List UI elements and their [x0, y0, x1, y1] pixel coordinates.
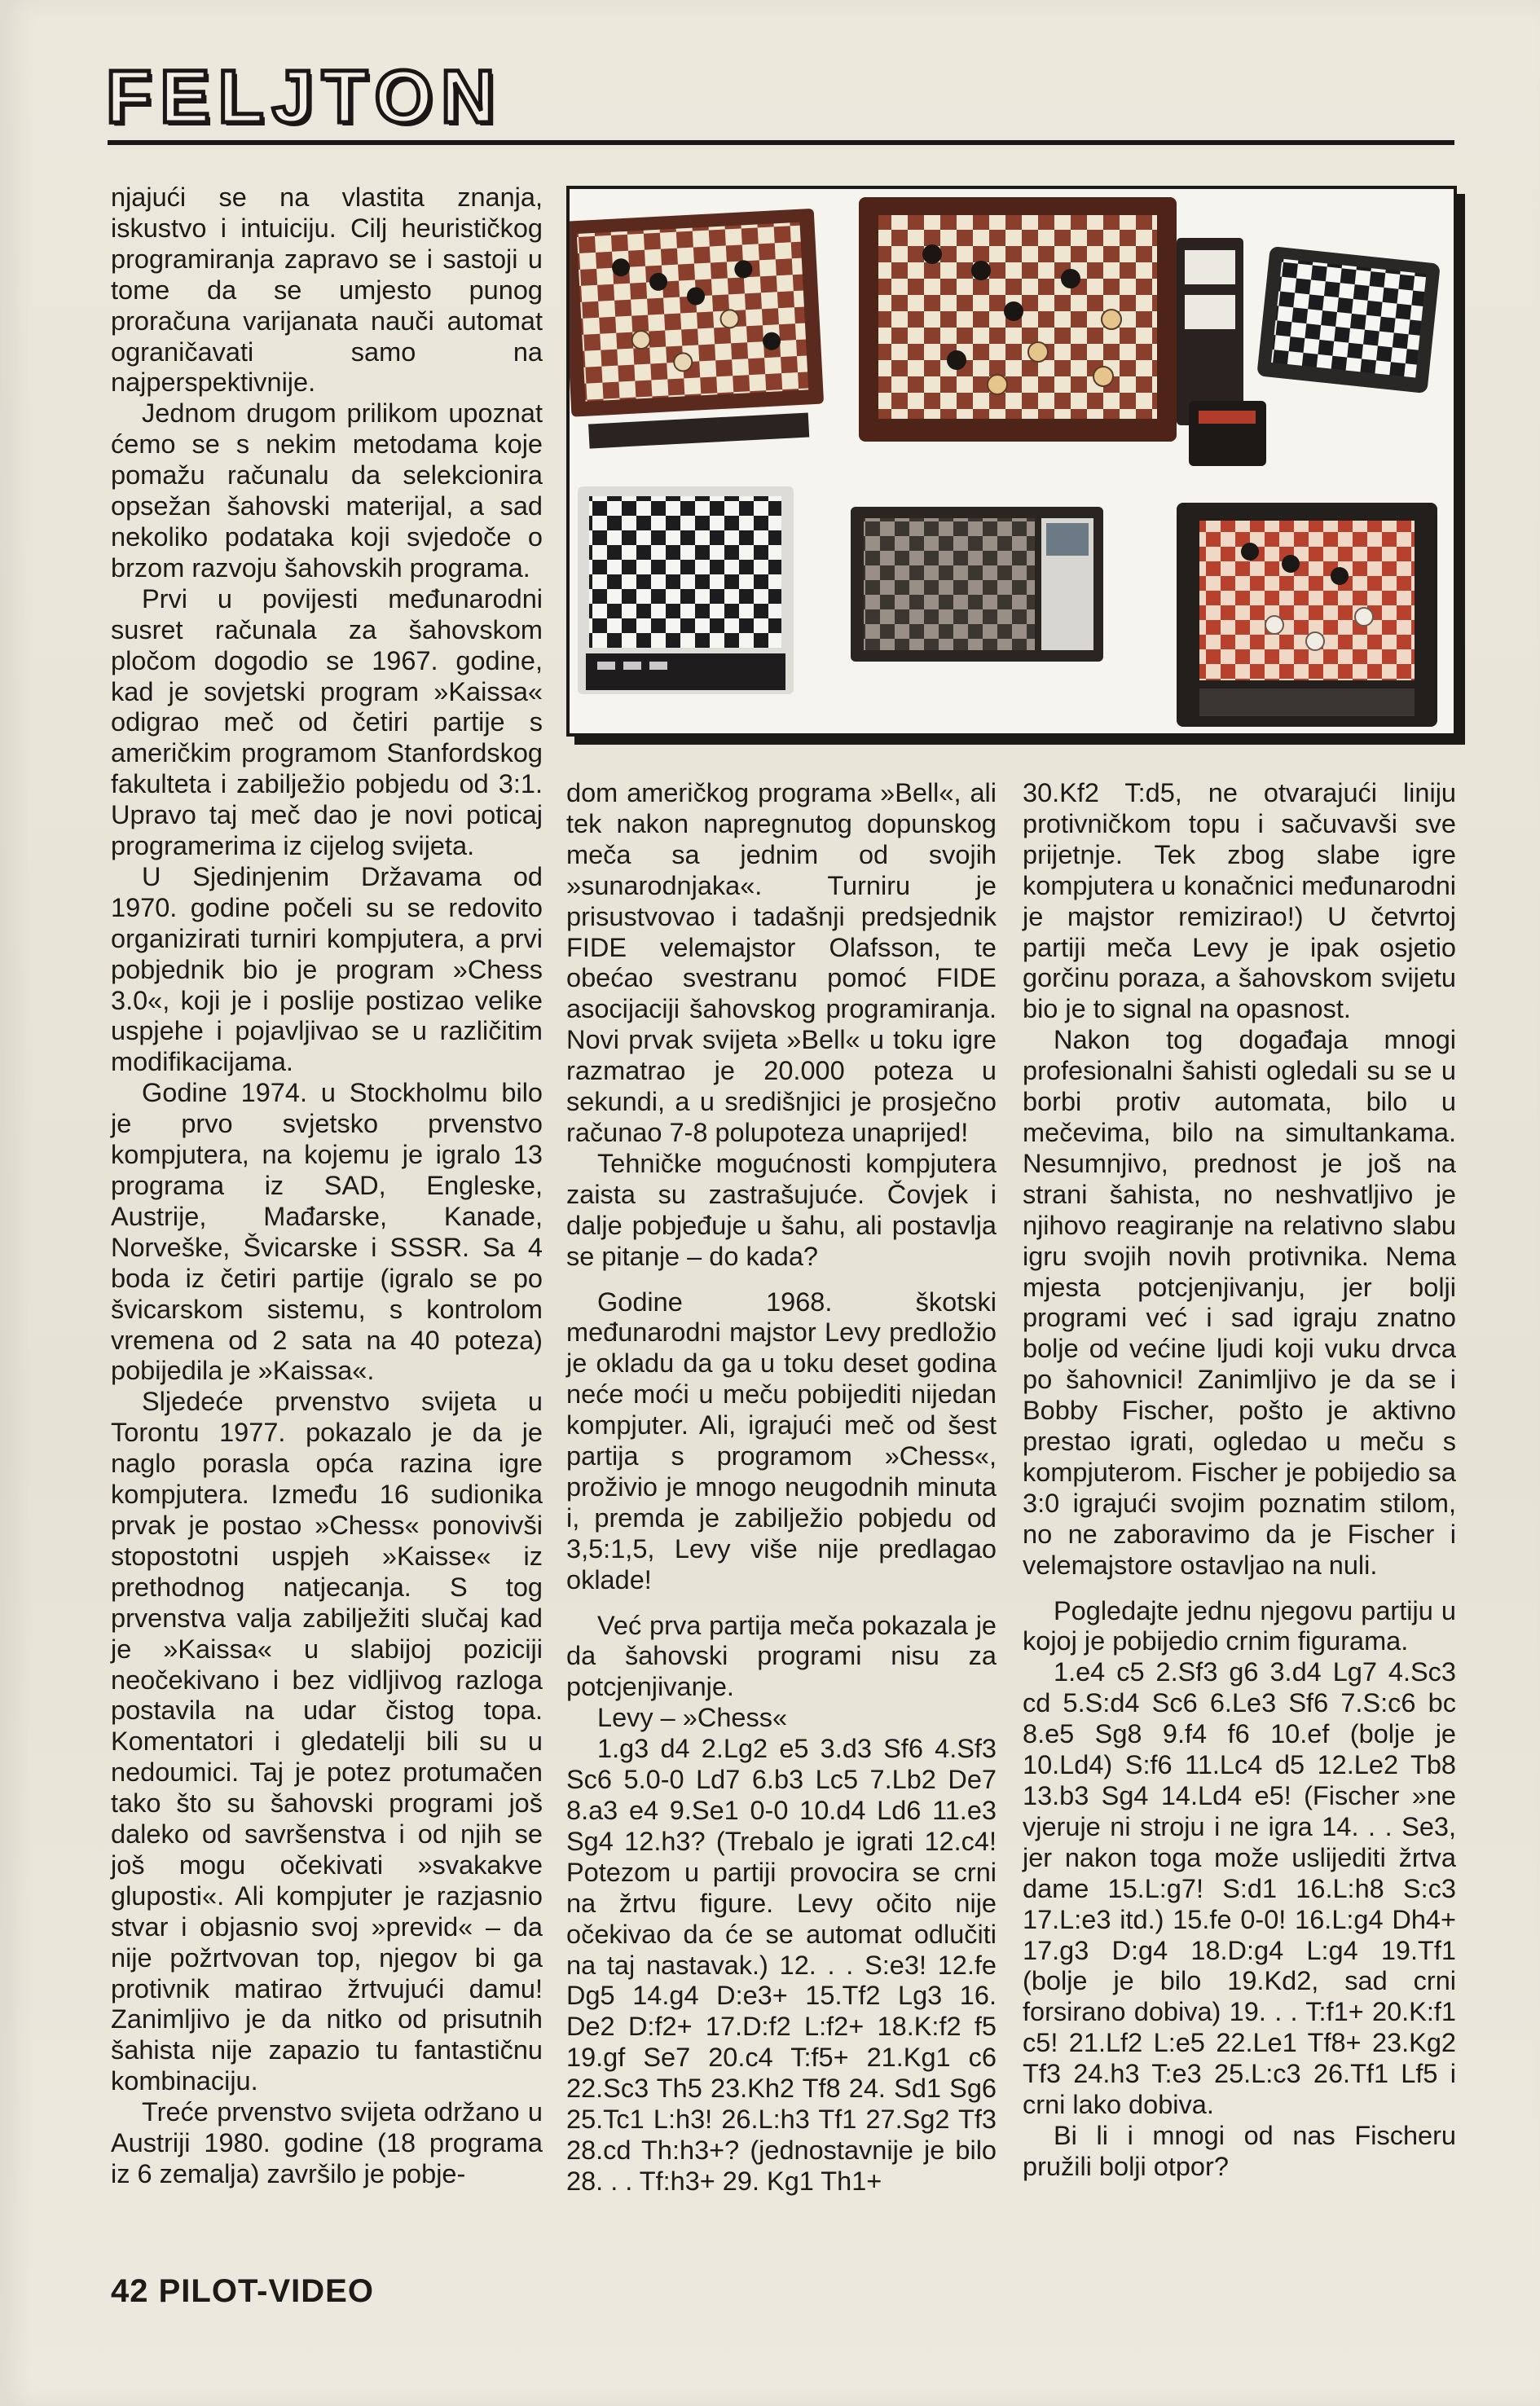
paragraph: njajući se na vlastita znanja, iskustvo i intuiciju. Cilj heurističkog programiranja zapravo se i sastoji u tome da se umjesto punog proračuna varijanata nauči automat ograničavati samo na najperspektivnije. [111, 183, 543, 398]
game-heading: Levy – »Chess« [597, 1703, 788, 1733]
paragraph: Tehničke mogućnosti kompjutera zaista su zastrašujuće. Čovjek i dalje pobjeđuje u šahu, ali postavlja se pitanje – do kada? [566, 1148, 997, 1271]
paragraph: Već prva partija meča pokazala je da šahovski programi nisu za potcjenjivanje. [566, 1610, 997, 1702]
chess-computers-photo-icon [570, 189, 1454, 733]
paragraph: Godine 1968. škotski međunarodni majstor Levy predložio je okladu da ga u toku deset godina neće moći u meču pobijediti nijedan kompjuter. Ali, igrajući meč od šest partija s programom »Chess«, proživio je mnogo neugodnih minuta i, premda je zabilježio pobjedu od 3,5:1,5, Levy više nije predlagao oklade! [566, 1287, 997, 1594]
paragraph: 30.Kf2 T:d5, ne otvarajući liniju protivničkom topu i sačuvavši sve prijetnje. Tek zbog slabe igre kompjutera u konačnici međunarodni je majstor remizirao!) U četvrtoj partiji meča Levy je ipak osjetio gorčinu poraza, a šahovskom svijetu bio je to signal na opasnost. [1023, 778, 1456, 1024]
paragraph: Prvi u povijesti međunarodni susret računala za šahovskom pločom dogodio se 1967. godine, kad je sovjetski program »Kaissa« odigrao meč od četiri partije s američkim programom Stanfordskog fakulteta i zabilježio pobjedu od 3:1. Upravo taj meč dao je novi poticaj programerima iz cijelog svijeta. [111, 583, 543, 861]
paragraph: Nakon tog događaja mnogi profesionalni šahisti ogledali su se u borbi protiv automata, bilo u mečevima, bilo na simultankama. Nesumnjivo, prednost je još na strani šahista, no neshvatljivo je njihovo reagiranje na relativno slabu igru svojih novih protivnika. Nema mjesta potcjenjivanju, jer bolji programi već i sad igraju znatno bolje od većine ljudi koji vuku drvca po šahovnici! Zanimljivo je da se i Bobby Fischer, pošto je aktivno prestao igrati, ogledao u meču s kompjuterom. Fischer je pobijedio sa 3:0 igrajući svojim poznatim stilom, no ne zaboravimo da je Fischer i velemajstore ostavljao na nuli. [1023, 1025, 1456, 1580]
section-title: FELJTON [106, 55, 504, 139]
paragraph: dom američkog programa »Bell«, ali tek nakon napregnutog dopunskog meča sa jednim od svojih »sunarodnjaka«. Turniru je prisustvovao i tadašnji predsjednik FIDE velemajstor Olafsson, te obećao svestranu pomoć FIDE asocijaciji šahovskog programiranja. Novi prvak svijeta »Bell« u toku igre razmatrao je 20.000 poteza u sekundi, a u središnjici je prosječno računao 7-8 polupoteza unaprijed! [566, 778, 997, 1147]
paragraph: Godine 1974. u Stockholmu bilo je prvo svjetsko prvenstvo kompjutera, na kojemu je igralo 13 programa iz SAD, Engleske, Austrije, Mađarske, Kanade, Norveške, Švicarske i SSSR. Sa 4 boda iz četiri partije (igralo se po švicarskom sistemu, s kontrolom vremena od 2 sata na 40 poteza) pobijedila je »Kaissa«. [111, 1078, 543, 1386]
column-1 [111, 183, 543, 2190]
column-3 [1023, 778, 1456, 2183]
game-moves: 1.e4 c5 2.Sf3 g6 3.d4 Lg7 4.Sc3 cd 5.S:d4 Sc6 6.Le3 Sf6 7.S:c6 bc 8.e5 Sg8 9.f4 f6 10.ef (bolje je 10.Ld4) S:f6 11.Lc4 d5 12.Le2 Tb8 13.b3 Sg4 14.Ld4 e5! (Fischer »ne vjeruje ni stroju i ne igra 14. . . Se3, jer nakon toga može uslijediti žrtva dame 15.L:g7! S:d1 16.L:h8 S:c3 17.L:e3 itd.) 15.fe 0-0! 16.L:g4 Dh4+ 17.g3 D:g4 18.D:g4 L:g4 19.Tf1 (bolje je bilo 19.Kd2, sad crni forsirano dobiva) 19. . . T:f1+ 20.K:f1 c5! 21.Lf2 L:e5 22.Le1 Tf8+ 23.Kg2 Tf3 24.h3 T:e3 25.L:c3 26.Tf1 Lf5 i crni lako dobiva. [1023, 1657, 1456, 2120]
header-rule [108, 140, 1454, 145]
game-moves: 1.g3 d4 2.Lg2 e5 3.d3 Sf6 4.Sf3 Sc6 5.0-0 Ld7 6.b3 Lc5 7.Lb2 De7 8.a3 e4 9.Se1 0-0 10.d4 Ld6 11.e3 Sg4 12.h3? (Trebalo je igrati 12.c4! Potezom u partiji provocira se crni na žrtvu figure. Levy očito nije očekivao da će se automat odlučiti na taj nastavak.) 12. . . S:e3! 12.fe Dg5 14.g4 D:e3+ 15.Tf2 Lg3 16. De2 D:f2+ 17.D:f2 L:f2+ 18.K:f2 f5 19.gf Se7 20.c4 T:f5+ 21.Kg1 c6 22.Sc3 Th5 23.Kh2 Tf8 24. Sd1 Sg6 25.Tc1 L:h3! 26.L:h3 Tf1 27.Sg2 Tf3 28.cd Th:h3+? (jednostavnije je bilo 28. . . Tf:h3+ 29. Kg1 Th1+ [566, 1734, 997, 2196]
paragraph: Bi li i mnogi od nas Fischeru pružili bolji otpor? [1023, 2120, 1456, 2181]
paragraph: Jednom drugom prilikom upoznat ćemo se s nekim metodama koje pomažu računalu da selekcionira opsežan šahovski materijal, a sad nekoliko podataka koji svjedoče o brzom razvoju šahovskih programa. [111, 398, 543, 583]
chess-computers-photo [566, 186, 1457, 737]
page-footer: 42 PILOT-VIDEO [111, 2273, 374, 2309]
paragraph: U Sjedinjenim Državama od 1970. godine počeli su se redovito organizirati turniri kompjutera, a prvi pobjednik bio je program »Chess 3.0«, koji je i poslije postizao velike uspjehe i pojavljivao se u različitim modifikacijama. [111, 861, 543, 1077]
paragraph: Sljedeće prvenstvo svijeta u Torontu 1977. pokazalo je da je naglo porasla opća razina igre kompjutera. Između 16 sudionika prvak je postao »Chess« ponovivši stopostotni uspjeh »Kaisse« iz prethodnog natjecanja. S tog prvenstva valja zabilježiti slučaj kad je »Kaissa« u slabijoj poziciji neočekivano i bez vidljivog razloga postavila na udar čistog topa. Komentatori i gledatelji bili su u nedoumici. Taj je potez protumačen tako što su šahovski programi još daleko od savršenstva i od njih se još mogu očekivati »svakakve gluposti«. Ali kompjuter je razjasnio stvar i objasnio svoj »previd« – da nije požrtvovan top, njegov bi ga protivnik matirao žrtvujući damu! Zanimljivo je da nitko od prisutnih šahista nije zapazio tu fantastičnu kombinaciju. [111, 1387, 543, 2096]
column-2 [566, 778, 997, 2197]
paragraph: Pogledajte jednu njegovu partiju u kojoj je pobijedio crnim figurama. [1023, 1595, 1456, 1656]
paragraph: Treće prvenstvo svijeta održano u Austriji 1980. godine (18 programa iz 6 zemalja) završilo je pobje- [111, 2097, 543, 2188]
